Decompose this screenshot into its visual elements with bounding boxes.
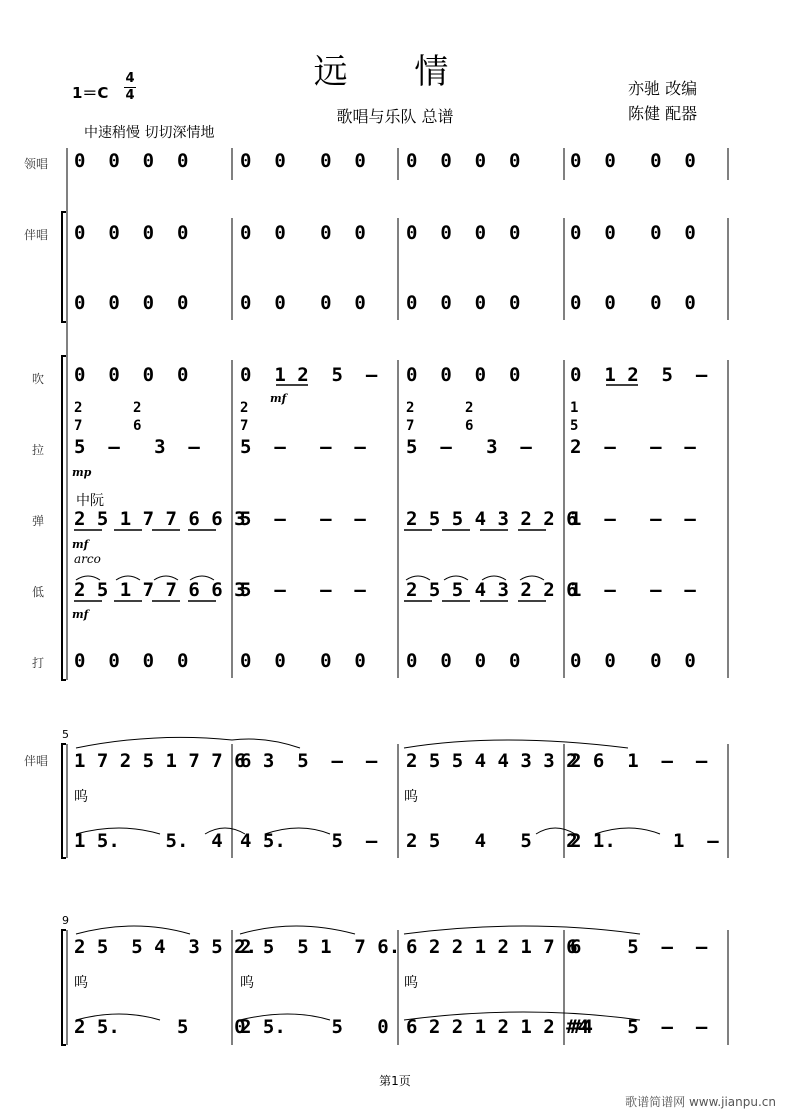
bowed-upper-m3: 2 2 — [406, 400, 474, 416]
s3-bottom-m10: 2 5. 5 0 — [240, 1016, 389, 1038]
meter-bottom: 4 — [125, 88, 135, 103]
lead-m1: 0 0 0 0 — [74, 150, 189, 172]
label-low: 低 — [32, 585, 45, 599]
perc-m4: 0 0 0 0 — [570, 650, 696, 672]
plucked-m2: 5 – – – — [240, 508, 366, 530]
bowed-lower-m2: 5 – – – — [240, 436, 366, 458]
label-perc: 打 — [32, 656, 45, 670]
bowed-upper-m4: 1 — [570, 400, 579, 416]
low-m3: 2 5 5 4 3 2 2 6 — [406, 579, 578, 601]
bowed-lower-m4: 2 – – – — [570, 436, 696, 458]
s2-lyric-1: 呜 — [74, 789, 88, 805]
wind-m4: 0 1 2 5 – — [570, 364, 708, 386]
bowed-middle-m2: 7 — [240, 418, 249, 434]
key-signature: 1＝C — [72, 84, 109, 102]
bowed-upper-m2: 2 — [240, 400, 249, 416]
s2-top-m5: 1 7 2 5 1 7 7 6 — [74, 750, 246, 772]
s2-bottom-m6: 4 5. 5 – — [240, 830, 378, 852]
low-m1: 2 5 1 7 7 6 6 3 — [74, 579, 246, 601]
accomp-bottom-m2: 0 0 0 0 — [240, 292, 366, 314]
label-lead: 领唱 — [24, 157, 49, 171]
low-m2: 5 – – – — [240, 579, 366, 601]
lead-m3: 0 0 0 0 — [406, 150, 521, 172]
s3-lyric-3: 呜 — [404, 975, 418, 991]
measure-number-5: 5 — [62, 728, 69, 741]
s3-top-m10: 2 5 5 1 7 6. — [240, 936, 401, 958]
label-plucked: 弹 — [32, 514, 45, 528]
accomp-bottom-m3: 0 0 0 0 — [406, 292, 521, 314]
bowed-upper-m1: 2 2 — [74, 400, 142, 416]
wind-m3: 0 0 0 0 — [406, 364, 521, 386]
perc-m1: 0 0 0 0 — [74, 650, 189, 672]
arranger-credit: 亦驰 改编 — [628, 79, 698, 98]
s2-bottom-m5: 1 5. 5. 4 — [74, 830, 223, 852]
wind-m1: 0 0 0 0 — [74, 364, 189, 386]
label-wind: 吹 — [32, 372, 45, 386]
accomp-top-m2: 0 0 0 0 — [240, 222, 366, 244]
dynamic-mp-bowed: mp — [72, 466, 92, 479]
s3-top-m12: 6 5 – – — [570, 936, 708, 958]
plucked-m4: 1 – – – — [570, 508, 696, 530]
s2-bottom-m8: 2 1. 1 – — [570, 830, 719, 852]
lead-m2: 0 0 0 0 — [240, 150, 366, 172]
bowed-middle-m4: 5 — [570, 418, 579, 434]
accomp-top-m1: 0 0 0 0 — [74, 222, 189, 244]
s2-lyric-2: 呜 — [404, 789, 418, 805]
perc-m3: 0 0 0 0 — [406, 650, 521, 672]
bowed-middle-m3: 7 6 — [406, 418, 474, 434]
lead-m4: 0 0 0 0 — [570, 150, 696, 172]
label-accomp: 伴唱 — [24, 228, 49, 242]
s3-bottom-m11: 6 2 2 1 2 1 2 #4 — [406, 1016, 590, 1038]
accomp-bottom-m1: 0 0 0 0 — [74, 292, 189, 314]
accomp-bottom-m4: 0 0 0 0 — [570, 292, 696, 314]
plucked-m1: 2 5 1 7 7 6 6 3 — [74, 508, 246, 530]
bowed-lower-m1: 5 – 3 – — [74, 436, 200, 458]
s3-lyric-1: 呜 — [74, 975, 88, 991]
tempo-marking: 中速稍慢 切切深情地 — [84, 125, 215, 141]
dynamic-mf-wind: mf — [270, 392, 287, 405]
subtitle: 歌唱与乐队 总谱 — [336, 107, 454, 126]
label-bowed: 拉 — [32, 443, 45, 457]
low-m4: 1 – – – — [570, 579, 696, 601]
bowed-lower-m3: 5 – 3 – — [406, 436, 532, 458]
perc-m2: 0 0 0 0 — [240, 650, 366, 672]
meter-top: 4 — [125, 71, 135, 86]
s2-top-m7: 2 5 5 4 4 3 3 2 — [406, 750, 578, 772]
s3-bottom-m9: 2 5. 5 0 — [74, 1016, 246, 1038]
page-number: 第1页 — [379, 1074, 411, 1088]
page-title: 远 情 — [313, 52, 477, 92]
s3-top-m11: 6 2 2 1 2 1 7 6 — [406, 936, 578, 958]
accomp-top-m3: 0 0 0 0 — [406, 222, 521, 244]
dynamic-mf-low: mf — [72, 608, 89, 621]
orchestrator-credit: 陈健 配器 — [628, 104, 698, 123]
plucked-m3: 2 5 5 4 3 2 2 6 — [406, 508, 578, 530]
s3-top-m9: 2 5 5 4 3 5 2. — [74, 936, 258, 958]
s2-top-m6: 6 3 5 – – — [240, 750, 378, 772]
s3-bottom-m12: #4 5 – – — [570, 1016, 708, 1038]
bowed-middle-m1: 7 6 — [74, 418, 142, 434]
watermark: 歌谱简谱网 www.jianpu.cn — [625, 1095, 776, 1109]
accomp-top-m4: 0 0 0 0 — [570, 222, 696, 244]
arco-marking: arco — [74, 552, 101, 566]
s3-lyric-2: 呜 — [240, 975, 254, 991]
s2-bottom-m7: 2 5 4 5 2 — [406, 830, 578, 852]
wind-m2: 0 1 2 5 – — [240, 364, 378, 386]
measure-number-9: 9 — [62, 914, 69, 927]
label-accomp-system2: 伴唱 — [24, 754, 49, 768]
plucked-instrument-label: 中阮 — [76, 493, 104, 509]
dynamic-mf-plucked: mf — [72, 538, 89, 551]
s2-top-m8: 2 6 1 – – — [570, 750, 708, 772]
